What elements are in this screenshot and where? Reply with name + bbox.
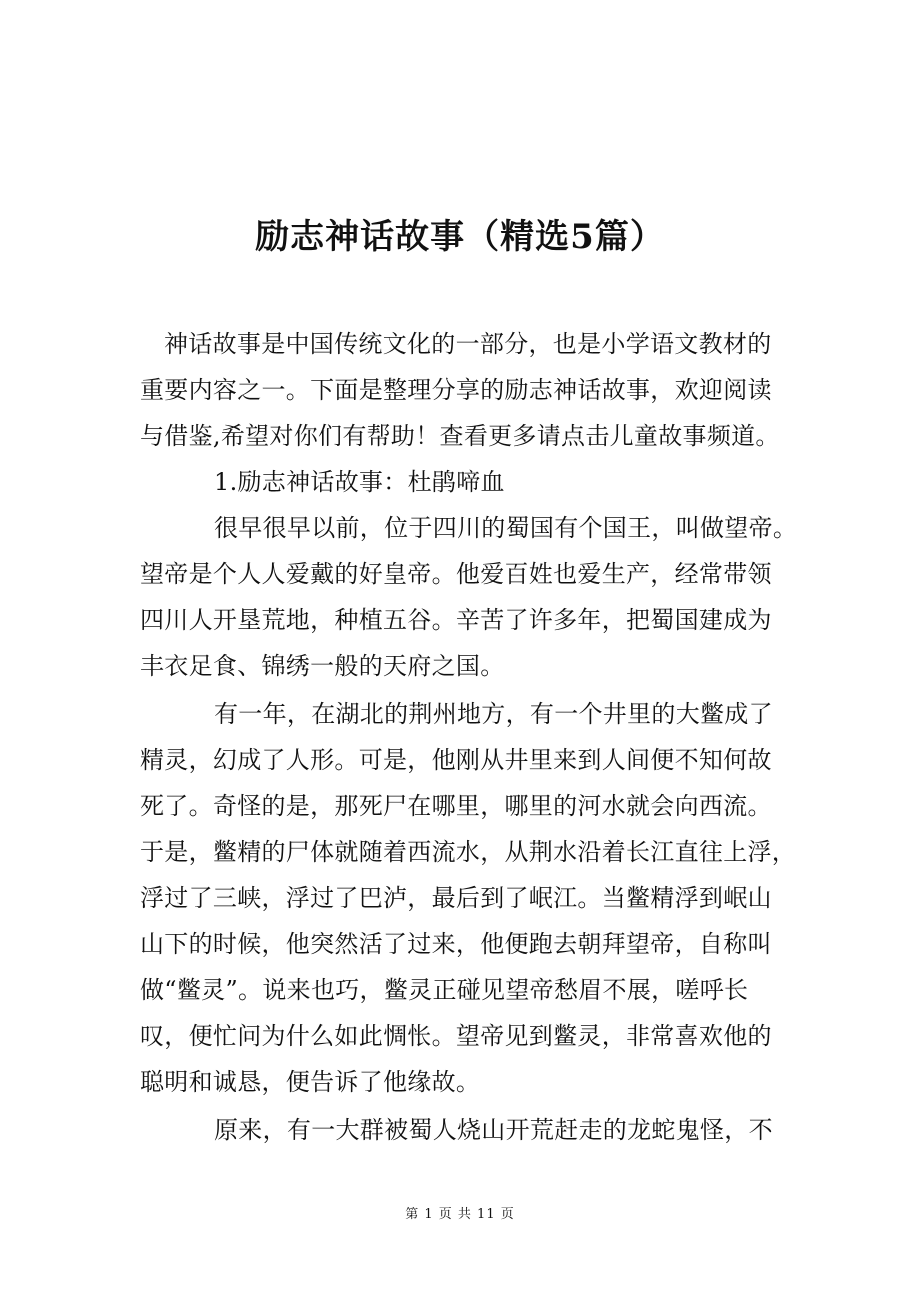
paragraph-line: 聪明和诚恳，便告诉了他缘故。 — [140, 1068, 481, 1096]
paragraph-line: 做“鳖灵”。说来也巧，鳖灵正碰见望帝愁眉不展，嗟呼长 — [140, 976, 749, 1004]
paragraph-line: 于是，鳖精的尸体就随着西流水，从荆水沿着长江直往上浮， — [140, 838, 797, 866]
paragraph-line: 有一年，在湖北的荆州地方，有一个井里的大鳖成了 — [214, 700, 773, 728]
paragraph-line: 四川人开垦荒地，种植五谷。辛苦了许多年，把蜀国建成为 — [140, 606, 772, 634]
document-title: 励志神话故事（精选5篇） — [255, 216, 665, 257]
paragraph-line: 死了。奇怪的是，那死尸在哪里，哪里的河水就会向西流。 — [140, 792, 772, 820]
section-heading: 1.励志神话故事：杜鹃啼血 — [214, 468, 505, 496]
paragraph-line: 原来，有一大群被蜀人烧山开荒赶走的龙蛇鬼怪，不 — [214, 1116, 773, 1144]
intro-line-1: 神话故事是中国传统文化的一部分，也是小学语文教材的 — [164, 330, 772, 358]
page-footer: 第 1 页 共 11 页 — [405, 1207, 515, 1222]
paragraph-line: 叹，便忙问为什么如此惆怅。望帝见到鳖灵，非常喜欢他的 — [140, 1022, 772, 1050]
paragraph-line: 丰衣足食、锦绣一般的天府之国。 — [140, 652, 505, 680]
paragraph-line: 浮过了三峡，浮过了巴泸，最后到了岷江。当鳖精浮到岷山 — [140, 884, 772, 912]
intro-line-2: 重要内容之一。下面是整理分享的励志神话故事，欢迎阅读 — [140, 376, 772, 404]
paragraph-line: 望帝是个人人爱戴的好皇帝。他爱百姓也爱生产，经常带领 — [140, 560, 772, 588]
paragraph-line: 精灵，幻成了人形。可是，他刚从井里来到人间便不知何故 — [140, 746, 772, 774]
intro-line-3: 与借鉴,希望对你们有帮助！查看更多请点击儿童故事频道。 — [140, 422, 780, 450]
paragraph-line: 山下的时候，他突然活了过来，他便跑去朝拜望帝，自称叫 — [140, 930, 772, 958]
paragraph-line: 很早很早以前，位于四川的蜀国有个国王，叫做望帝。 — [214, 514, 798, 542]
